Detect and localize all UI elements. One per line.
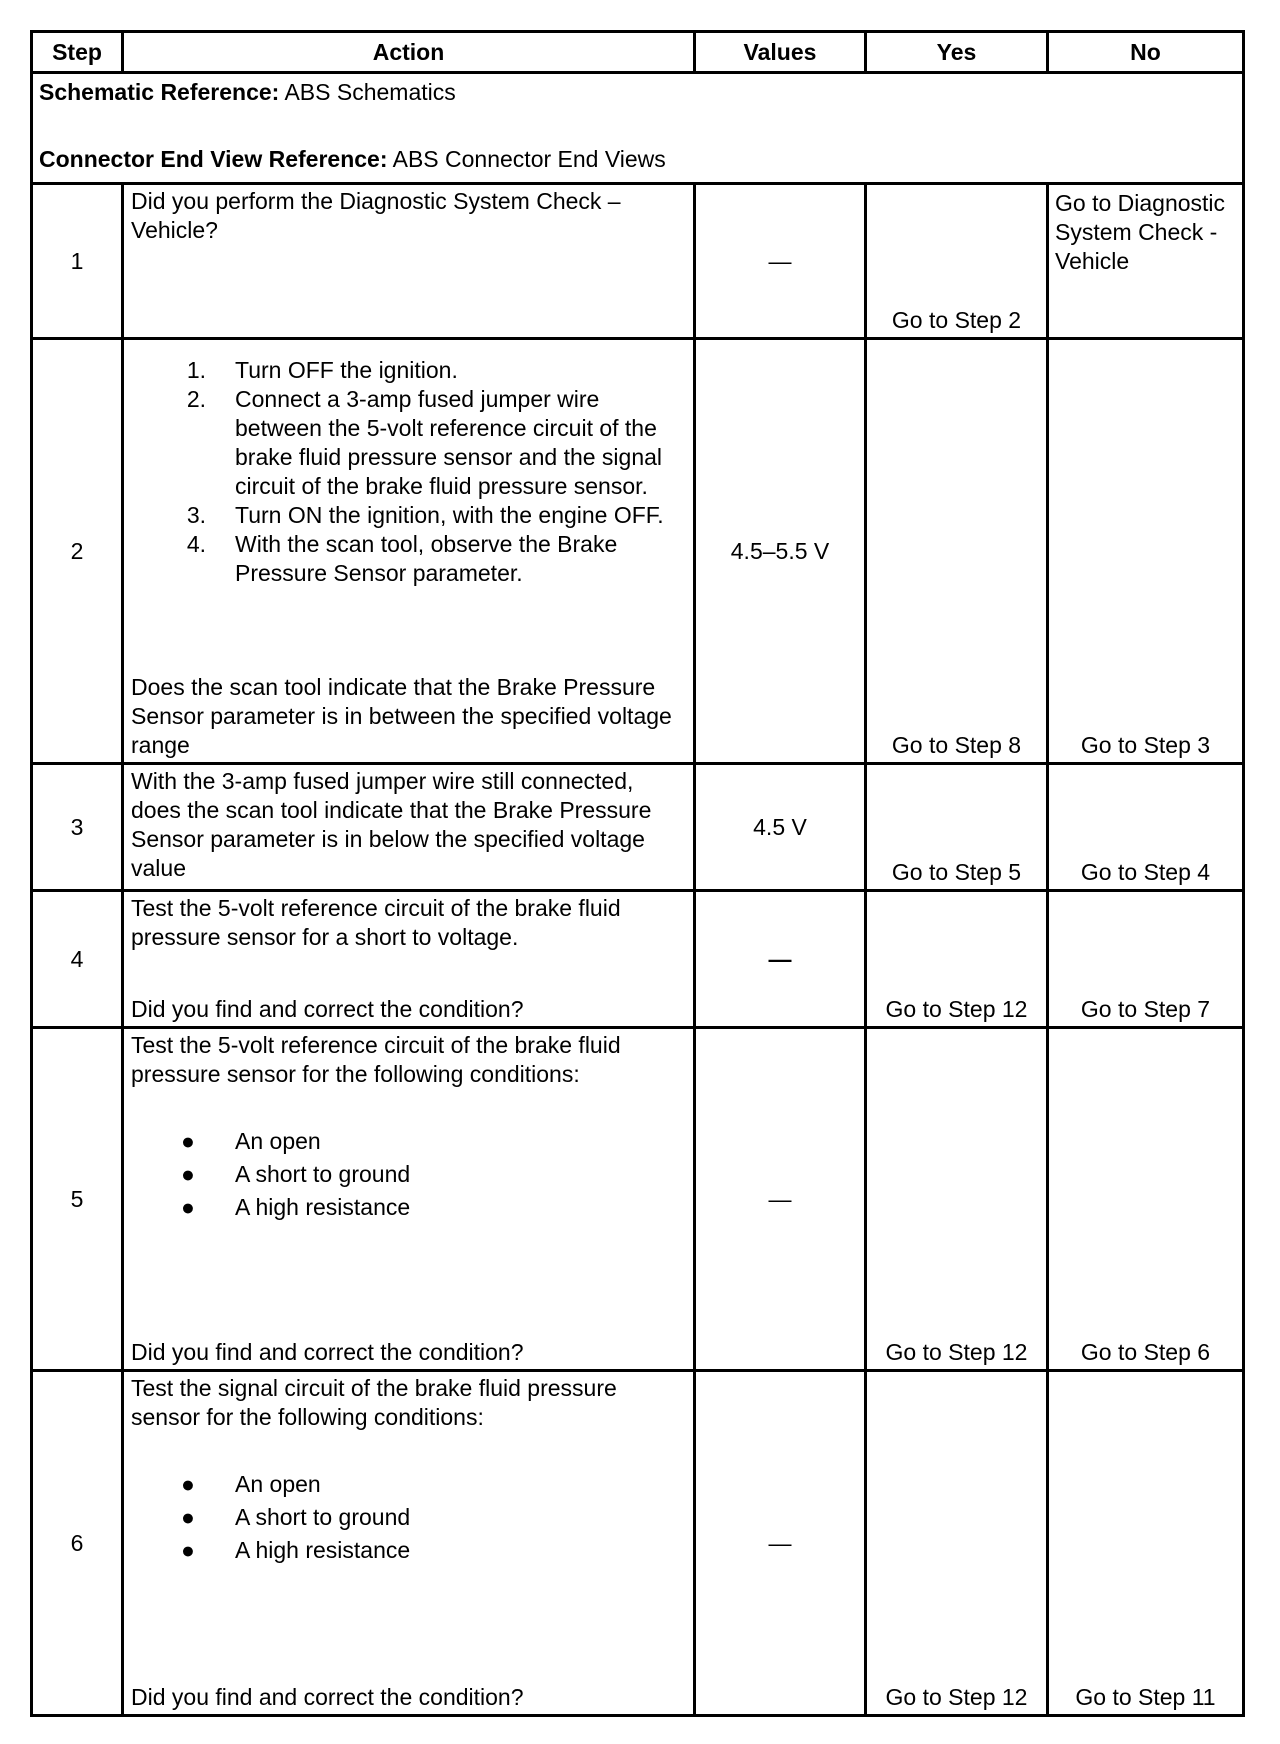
yes-cell — [866, 764, 1048, 891]
action-cell — [123, 339, 695, 764]
schematic-reference-label: Schematic Reference: — [39, 79, 280, 105]
condition-text: An open — [235, 1128, 321, 1154]
header-no: No — [1048, 32, 1244, 73]
value-cell: 4.5 V — [695, 764, 866, 891]
condition-item — [131, 1534, 686, 1567]
no-cell — [1048, 1028, 1244, 1371]
condition-item — [131, 1158, 686, 1191]
table-row — [32, 764, 1244, 891]
condition-text: An open — [235, 1471, 321, 1497]
schematic-reference — [39, 78, 1236, 107]
action-cell: Did you perform the Diagnostic System Check – Vehicle? — [123, 184, 695, 339]
action-text: Test the 5-volt reference circuit of the brake fluid pressure sensor for the following conditions: — [131, 1032, 621, 1087]
yes-goto-link[interactable]: Go to Step 8 — [891, 732, 1022, 758]
table-row — [32, 1371, 1244, 1716]
condition-item — [131, 1468, 686, 1501]
connector-reference — [39, 145, 1236, 174]
bullet-icon: ● — [181, 1161, 195, 1187]
substep-text: Turn OFF the ignition. — [235, 357, 458, 383]
value-cell: — — [695, 184, 866, 339]
schematic-reference-link[interactable]: ABS Schematics — [279, 79, 456, 105]
no-cell — [1048, 184, 1244, 339]
condition-text: A high resistance — [235, 1194, 411, 1220]
no-goto-link[interactable]: Go to Step 7 — [1080, 996, 1211, 1022]
action-question: Did you find and correct the condition? — [131, 1339, 524, 1365]
substep-number: 1. — [186, 357, 206, 383]
header-yes: Yes — [866, 32, 1048, 73]
substep-item — [131, 385, 686, 501]
header-step: Step — [32, 32, 123, 73]
substep-list — [131, 356, 686, 588]
action-cell: With the 3-amp fused jumper wire still connected, does the scan tool indicate that the Brake Pressure Sensor parameter is in below the specified voltage value — [123, 764, 695, 891]
no-cell — [1048, 764, 1244, 891]
substep-text: Turn ON the ignition, with the engine OFF. — [235, 502, 664, 528]
substep-number: 2. — [186, 386, 206, 412]
header-row — [32, 32, 1244, 73]
yes-cell — [866, 184, 1048, 339]
substep-number: 3. — [186, 502, 206, 528]
step-number: 2 — [32, 339, 123, 764]
substep-item — [131, 501, 686, 530]
action-cell — [123, 891, 695, 1028]
condition-item — [131, 1125, 686, 1158]
value-cell: 4.5–5.5 V — [695, 339, 866, 764]
bullet-icon: ● — [181, 1471, 195, 1497]
connector-reference-link[interactable]: ABS Connector End Views — [387, 146, 666, 172]
reference-row — [32, 73, 1244, 184]
no-cell — [1048, 891, 1244, 1028]
yes-goto-link[interactable]: Go to Step 5 — [891, 859, 1022, 885]
no-cell — [1048, 1371, 1244, 1716]
condition-item — [131, 1501, 686, 1534]
table-row — [32, 184, 1244, 339]
table-row — [32, 1028, 1244, 1371]
condition-text: A short to ground — [235, 1161, 411, 1187]
action-question: Does the scan tool indicate that the Brake Pressure Sensor parameter is in between the specified voltage range — [131, 674, 672, 758]
yes-cell — [866, 1371, 1048, 1716]
value-cell: — — [695, 891, 866, 1028]
action-question: Did you find and correct the condition? — [131, 996, 524, 1022]
substep-text: With the scan tool, observe the Brake Pressure Sensor parameter. — [235, 531, 618, 586]
condition-text: A short to ground — [235, 1504, 411, 1530]
no-goto-link[interactable]: Go to Step 3 — [1080, 732, 1211, 758]
yes-cell — [866, 339, 1048, 764]
reference-cell — [32, 73, 1244, 184]
step-number: 3 — [32, 764, 123, 891]
step-number: 5 — [32, 1028, 123, 1371]
header-action: Action — [123, 32, 695, 73]
connector-reference-label: Connector End View Reference: — [39, 146, 388, 172]
step-number: 1 — [32, 184, 123, 339]
yes-goto-link[interactable]: Go to Step 2 — [891, 307, 1022, 333]
bullet-icon: ● — [181, 1504, 195, 1530]
no-goto-link[interactable]: Go to Step 11 — [1075, 1684, 1216, 1710]
yes-goto-link[interactable]: Go to Step 12 — [885, 1339, 1028, 1365]
no-goto-link[interactable]: Go to Step 4 — [1080, 859, 1211, 885]
condition-item — [131, 1191, 686, 1224]
substep-item — [131, 356, 686, 385]
bullet-icon: ● — [181, 1128, 195, 1154]
action-question: Did you find and correct the condition? — [131, 1684, 524, 1710]
value-cell: — — [695, 1371, 866, 1716]
condition-list — [131, 1468, 686, 1567]
substep-item — [131, 530, 686, 588]
bullet-icon: ● — [181, 1537, 195, 1563]
bullet-icon: ● — [181, 1194, 195, 1220]
action-cell — [123, 1028, 695, 1371]
condition-text: A high resistance — [235, 1537, 411, 1563]
step-number: 6 — [32, 1371, 123, 1716]
diagnostic-table — [30, 30, 1245, 1717]
table-row — [32, 891, 1244, 1028]
no-goto-link[interactable]: Go to Step 6 — [1080, 1339, 1211, 1365]
yes-goto-link[interactable]: Go to Step 12 — [885, 1684, 1028, 1710]
substep-text: Connect a 3-amp fused jumper wire between the 5-volt reference circuit of the brake fluid pressure sensor and the signal circuit of the brake fluid pressure sensor. — [235, 386, 663, 499]
yes-goto-link[interactable]: Go to Step 12 — [885, 996, 1028, 1022]
step-number: 4 — [32, 891, 123, 1028]
no-cell — [1048, 339, 1244, 764]
value-cell: — — [695, 1028, 866, 1371]
table-row — [32, 339, 1244, 764]
condition-list — [131, 1125, 686, 1224]
action-text: Test the signal circuit of the brake fluid pressure sensor for the following conditions: — [131, 1375, 617, 1430]
action-text: Test the 5-volt reference circuit of the brake fluid pressure sensor for a short to voltage. — [131, 895, 621, 950]
substep-number: 4. — [186, 531, 206, 557]
no-goto-link[interactable]: Go to Diagnostic System Check - Vehicle — [1055, 190, 1226, 274]
header-values: Values — [695, 32, 866, 73]
yes-cell — [866, 891, 1048, 1028]
yes-cell — [866, 1028, 1048, 1371]
action-cell — [123, 1371, 695, 1716]
